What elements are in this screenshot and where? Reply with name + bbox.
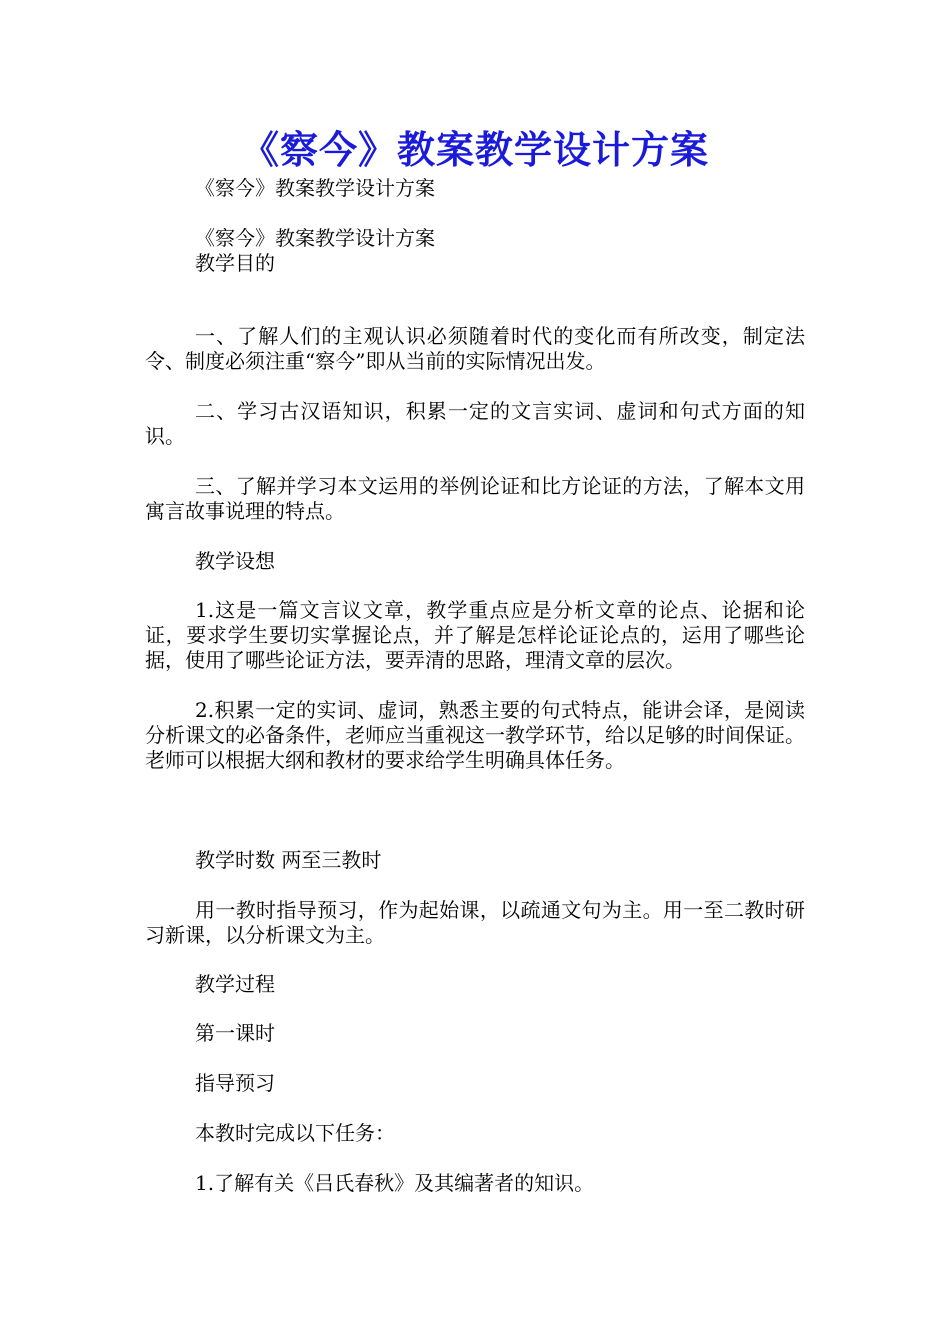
design-paragraph-1: 1.这是一篇文言议文章，教学重点应是分析文章的论点、论据和论证，要求学生要切实掌握论点，并了解是怎样论证论点的，运用了哪些论据，使用了哪些论证方法，要弄清的思路，理清文章的层次。 <box>145 598 805 672</box>
heading-teaching-goals: 教学目的 <box>195 251 275 275</box>
heading-teaching-design: 教学设想 <box>195 549 275 573</box>
goal-paragraph-3: 三、了解并学习本文运用的举例论证和比方论证的方法，了解本文用寓言故事说理的特点。 <box>145 474 805 523</box>
hours-paragraph: 用一教时指导预习，作为起始课，以疏通文句为主。用一至二教时研习新课，以分析课文为主。 <box>145 898 805 947</box>
task-item-1: 1.了解有关《吕氏春秋》及其编著者的知识。 <box>195 1171 595 1195</box>
heading-teaching-process: 教学过程 <box>195 972 275 996</box>
goal-paragraph-1: 一、了解人们的主观认识必须随着时代的变化而有所改变，制定法令、制度必须注重“察今”即从当前的实际情况出发。 <box>145 324 805 373</box>
heading-teaching-hours: 教学时数 两至三教时 <box>195 848 382 872</box>
tasks-intro: 本教时完成以下任务： <box>195 1121 395 1145</box>
subtitle-line-2: 《察今》教案教学设计方案 <box>195 226 435 250</box>
design-paragraph-2: 2.积累一定的实词、虚词，熟悉主要的句式特点，能讲会译，是阅读分析课文的必备条件，老师应当重视这一教学环节，给以足够的时间保证。老师可以根据大纲和教材的要求给学生明确具体任务。 <box>145 698 805 772</box>
subtitle-line-1: 《察今》教案教学设计方案 <box>195 176 435 200</box>
document-title: 《察今》教案教学设计方案 <box>240 127 709 172</box>
goal-paragraph-2: 二、学习古汉语知识，积累一定的文言实词、虚词和句式方面的知识。 <box>145 399 805 448</box>
preview-heading: 指导预习 <box>195 1071 275 1095</box>
lesson-one-heading: 第一课时 <box>195 1021 275 1045</box>
